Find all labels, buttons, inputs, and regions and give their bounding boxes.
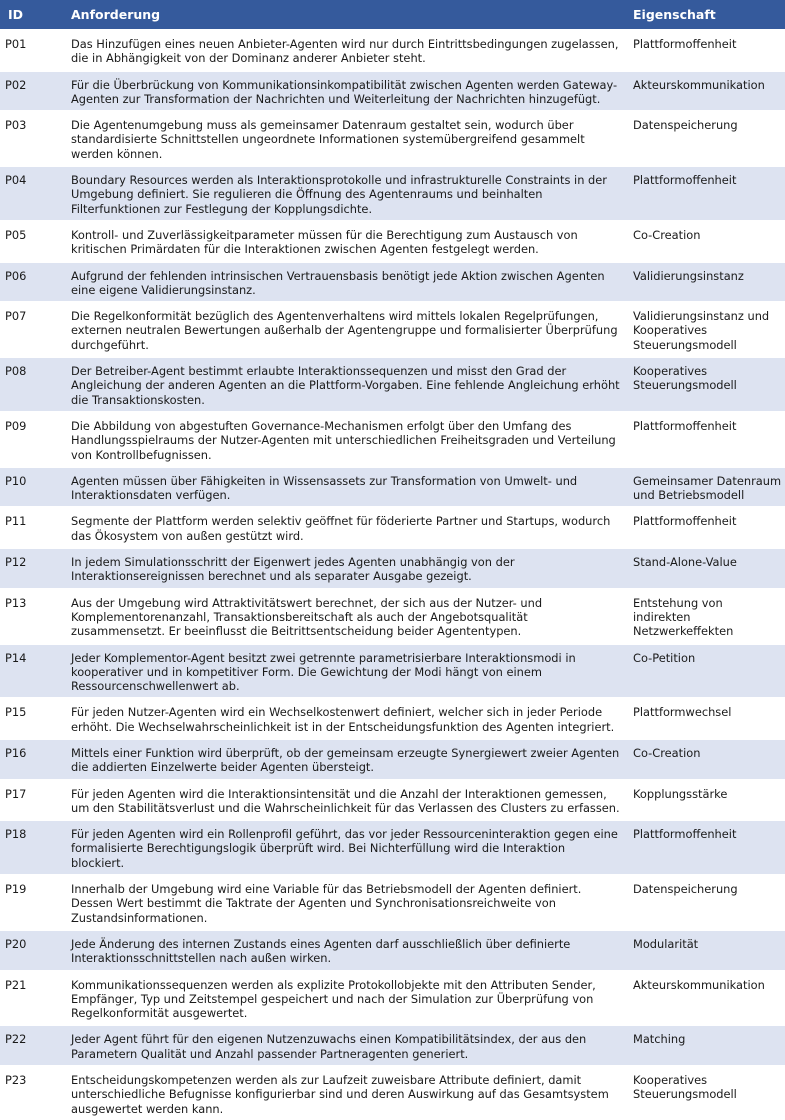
cell-id: P17 bbox=[0, 779, 63, 820]
table-row bbox=[0, 588, 785, 643]
cell-property: Kooperatives Steuerungsmodell bbox=[625, 1065, 785, 1120]
cell-requirement: Jeder Komplementor-Agent besitzt zwei getrennte parametrisierbare Interaktionsmodi in kooperativer und in kompetitiver Form. Die Gewichtung der Modi hängt von einem Ressourcenschwellenwert ab. bbox=[63, 643, 625, 698]
cell-requirement: Für jeden Nutzer-Agenten wird ein Wechselkostenwert definiert, welcher sich in jeder Periode erhöht. Die Wechselwahrscheinlichkeit ist in der Entscheidungsfunktion des Agenten integriert. bbox=[63, 697, 625, 738]
cell-requirement: In jedem Simulationsschritt der Eigenwert jedes Agenten unabhängig von der Interaktionsereignissen berechnet und als separater Ausgabe gezeigt. bbox=[63, 547, 625, 588]
header-property: Eigenschaft bbox=[633, 7, 716, 22]
cell-property: Validierungsinstanz und Kooperatives Steuerungsmodell bbox=[625, 301, 785, 356]
table-row bbox=[0, 70, 785, 111]
cell-requirement: Für die Überbrückung von Kommunikationsinkompatibilität zwischen Agenten werden Gateway-Agenten zur Transformation der Nachrichten und Weiterleitung der Nachrichten hinzugefügt. bbox=[63, 70, 625, 111]
table-row bbox=[0, 1065, 785, 1120]
cell-id: P01 bbox=[0, 29, 63, 70]
cell-property: Plattformoffenheit bbox=[625, 819, 785, 874]
cell-requirement: Für jeden Agenten wird die Interaktionsintensität und die Anzahl der Interaktionen gemessen, um den Stabilitätsverlust und die Wahrscheinlichkeit für das Verlassen des Clusters zu erfassen. bbox=[63, 779, 625, 820]
cell-id: P07 bbox=[0, 301, 63, 356]
cell-id: P04 bbox=[0, 165, 63, 220]
table-row bbox=[0, 466, 785, 507]
cell-id: P03 bbox=[0, 110, 63, 165]
cell-property: Kooperatives Steuerungsmodell bbox=[625, 356, 785, 411]
cell-property: Plattformoffenheit bbox=[625, 165, 785, 220]
cell-requirement: Agenten müssen über Fähigkeiten in Wissensassets zur Transformation von Umwelt- und Interaktionsdaten verfügen. bbox=[63, 466, 625, 507]
cell-property: Kopplungsstärke bbox=[625, 779, 785, 820]
cell-requirement: Aus der Umgebung wird Attraktivitätswert berechnet, der sich aus der Nutzer- und Komplementorenanzahl, Transaktionsbereitschaft als auch der Angebotsqualität zusammensetzt. Er beeinflusst die Beitrittsentscheidung beider Agententypen. bbox=[63, 588, 625, 643]
cell-id: P21 bbox=[0, 970, 63, 1025]
table-row bbox=[0, 506, 785, 547]
cell-property: Entstehung von indirekten Netzwerkeffekten bbox=[625, 588, 785, 643]
table-row bbox=[0, 220, 785, 261]
table-row bbox=[0, 261, 785, 302]
table-row bbox=[0, 643, 785, 698]
table-header bbox=[0, 0, 785, 29]
cell-property: Gemeinsamer Datenraum und Betriebsmodell bbox=[625, 466, 785, 507]
table-row bbox=[0, 110, 785, 165]
cell-id: P20 bbox=[0, 929, 63, 970]
cell-requirement: Kontroll- und Zuverlässigkeitparameter müssen für die Berechtigung zum Austausch von kritischen Primärdaten für die Interaktionen zwischen Agenten festgelegt werden. bbox=[63, 220, 625, 261]
cell-requirement: Entscheidungskompetenzen werden als zur Laufzeit zuweisbare Attribute definiert, damit unterschiedliche Befugnisse konfigurierbar sind und deren Auswirkung auf das Gesamtsystem ausgewertet werden kann. bbox=[63, 1065, 625, 1120]
cell-id: P19 bbox=[0, 874, 63, 929]
table-row bbox=[0, 819, 785, 874]
cell-id: P10 bbox=[0, 466, 63, 507]
header-row bbox=[0, 0, 785, 29]
cell-id: P16 bbox=[0, 738, 63, 779]
cell-requirement: Segmente der Plattform werden selektiv geöffnet für föderierte Partner und Startups, wodurch das Ökosystem von außen gestützt wird. bbox=[63, 506, 625, 547]
cell-property: Plattformoffenheit bbox=[625, 506, 785, 547]
cell-id: P06 bbox=[0, 261, 63, 302]
cell-property: Akteurskommunikation bbox=[625, 70, 785, 111]
header-id: ID bbox=[8, 7, 24, 22]
table-row bbox=[0, 411, 785, 466]
cell-property: Matching bbox=[625, 1024, 785, 1065]
table-row bbox=[0, 779, 785, 820]
cell-requirement: Mittels einer Funktion wird überprüft, ob der gemeinsam erzeugte Synergiewert zweier Agenten die addierten Einzelwerte beider Agenten übersteigt. bbox=[63, 738, 625, 779]
cell-id: P12 bbox=[0, 547, 63, 588]
cell-requirement: Die Abbildung von abgestuften Governance-Mechanismen erfolgt über den Umfang des Handlungsspielraums der Nutzer-Agenten mit unterschiedlichen Freiheitsgraden und Verteilung von Kontrollbefugnissen. bbox=[63, 411, 625, 466]
cell-id: P05 bbox=[0, 220, 63, 261]
cell-id: P14 bbox=[0, 643, 63, 698]
cell-property: Plattformoffenheit bbox=[625, 411, 785, 466]
cell-property: Akteurskommunikation bbox=[625, 970, 785, 1025]
cell-id: P08 bbox=[0, 356, 63, 411]
table-row bbox=[0, 738, 785, 779]
cell-id: P11 bbox=[0, 506, 63, 547]
cell-property: Stand-Alone-Value bbox=[625, 547, 785, 588]
cell-property: Validierungsinstanz bbox=[625, 261, 785, 302]
cell-requirement: Die Regelkonformität bezüglich des Agentenverhaltens wird mittels lokalen Regelprüfungen, externen neutralen Bewertungen außerhalb der Agentengruppe und formalisierter Überprüfung durchgeführt. bbox=[63, 301, 625, 356]
cell-property: Datenspeicherung bbox=[625, 110, 785, 165]
cell-property: Plattformoffenheit bbox=[625, 29, 785, 70]
cell-requirement: Die Agentenumgebung muss als gemeinsamer Datenraum gestaltet sein, wodurch über standardisierte Schnittstellen ungeordnete Informationen systemübergreifend gesammelt werden können. bbox=[63, 110, 625, 165]
cell-requirement: Boundary Resources werden als Interaktionsprotokolle und infrastrukturelle Constraints in der Umgebung definiert. Sie regulieren die Öffnung des Agentenraums und beinhalten Filterfunktionen zur Festlegung der Kopplungsdichte. bbox=[63, 165, 625, 220]
table-row bbox=[0, 356, 785, 411]
table-row bbox=[0, 1024, 785, 1065]
cell-requirement: Kommunikationssequenzen werden als explizite Protokollobjekte mit den Attributen Sender, Empfänger, Typ und Zeitstempel gespeichert und nach der Simulation zur Überprüfung von Regelkonformität ausgewertet. bbox=[63, 970, 625, 1025]
cell-id: P02 bbox=[0, 70, 63, 111]
cell-id: P13 bbox=[0, 588, 63, 643]
cell-requirement: Das Hinzufügen eines neuen Anbieter-Agenten wird nur durch Eintrittsbedingungen zugelassen, die in Abhängigkeit von der Dominanz anderer Anbieter steht. bbox=[63, 29, 625, 70]
cell-property: Co-Petition bbox=[625, 643, 785, 698]
cell-id: P18 bbox=[0, 819, 63, 874]
cell-id: P15 bbox=[0, 697, 63, 738]
table-row bbox=[0, 970, 785, 1025]
cell-property: Modularität bbox=[625, 929, 785, 970]
table-row bbox=[0, 301, 785, 356]
cell-requirement: Innerhalb der Umgebung wird eine Variable für das Betriebsmodell der Agenten definiert. Dessen Wert bestimmt die Taktrate der Agenten und Synchronisationsreichweite von Zustandsinformationen. bbox=[63, 874, 625, 929]
table-row bbox=[0, 697, 785, 738]
table-body bbox=[0, 29, 785, 1120]
cell-requirement: Der Betreiber-Agent bestimmt erlaubte Interaktionssequenzen und misst den Grad der Angleichung der anderen Agenten an die Plattform-Vorgaben. Eine fehlende Angleichung erhöht die Transaktionskosten. bbox=[63, 356, 625, 411]
table-row bbox=[0, 929, 785, 970]
cell-requirement: Aufgrund der fehlenden intrinsischen Vertrauensbasis benötigt jede Aktion zwischen Agenten eine eigene Validierungsinstanz. bbox=[63, 261, 625, 302]
cell-property: Plattformwechsel bbox=[625, 697, 785, 738]
header-requirement: Anforderung bbox=[71, 7, 161, 22]
cell-id: P22 bbox=[0, 1024, 63, 1065]
cell-requirement: Jeder Agent führt für den eigenen Nutzenzuwachs einen Kompatibilitätsindex, der aus den Parametern Qualität und Anzahl passender Partneragenten generiert. bbox=[63, 1024, 625, 1065]
cell-id: P09 bbox=[0, 411, 63, 466]
cell-requirement: Jede Änderung des internen Zustands eines Agenten darf ausschließlich über definierte Interaktionsschnittstellen nach außen wirken. bbox=[63, 929, 625, 970]
cell-property: Datenspeicherung bbox=[625, 874, 785, 929]
table-row bbox=[0, 874, 785, 929]
cell-requirement: Für jeden Agenten wird ein Rollenprofil geführt, das vor jeder Ressourceninteraktion gegen eine formalisierte Berechtigungslogik überprüft wird. Bei Nichterfüllung wird die Interaktion blockiert. bbox=[63, 819, 625, 874]
table-row bbox=[0, 29, 785, 70]
cell-id: P23 bbox=[0, 1065, 63, 1120]
table-row bbox=[0, 165, 785, 220]
cell-property: Co-Creation bbox=[625, 220, 785, 261]
table-row bbox=[0, 547, 785, 588]
cell-property: Co-Creation bbox=[625, 738, 785, 779]
